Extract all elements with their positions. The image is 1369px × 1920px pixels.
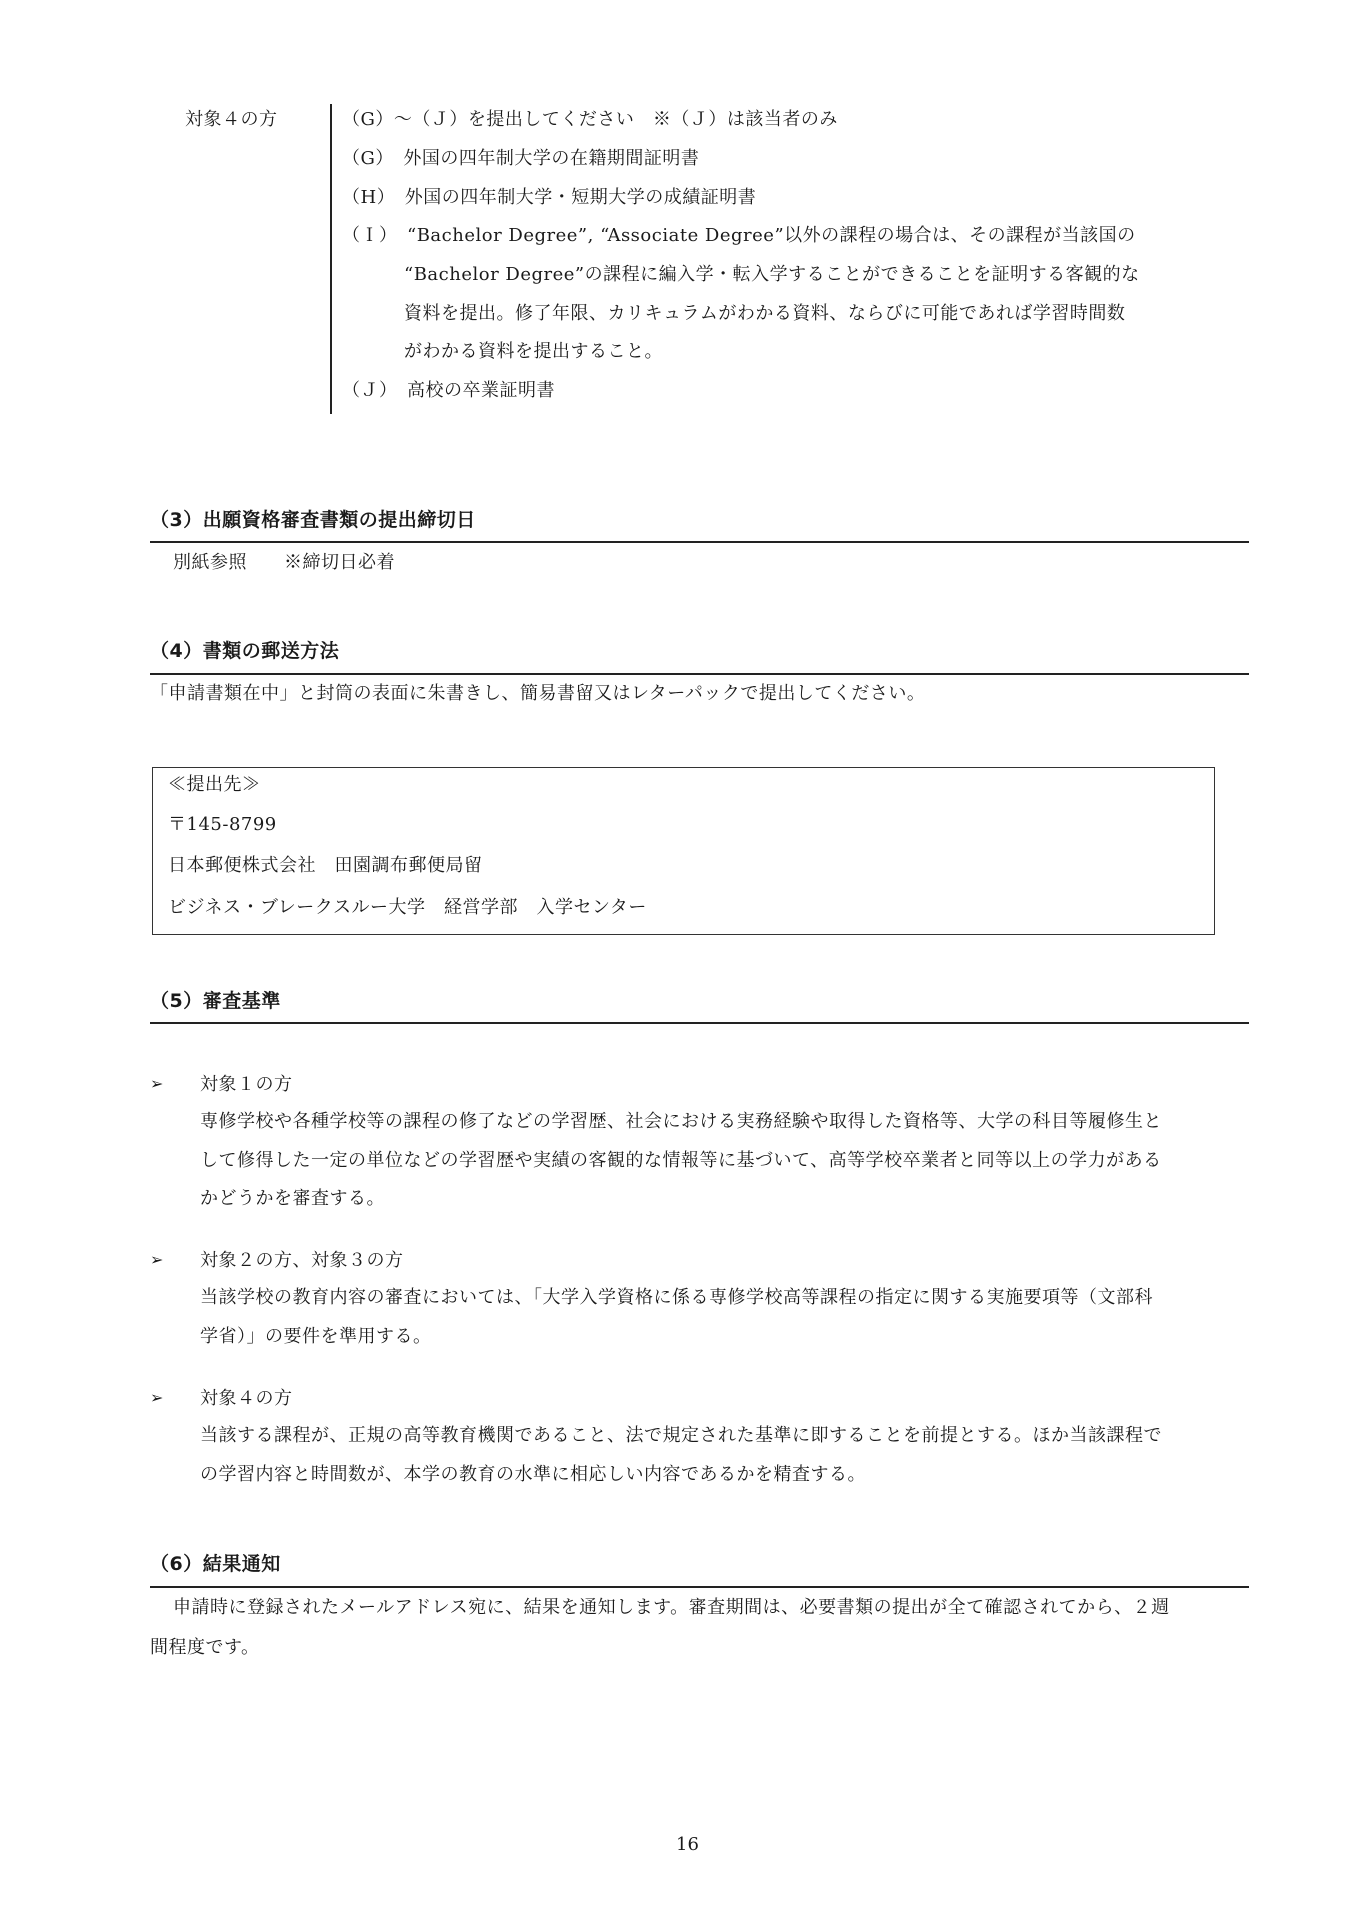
target4-line-2: （H） 外国の四年制大学・短期大学の成績証明書 [342,187,757,208]
section6-rule [150,1586,1249,1588]
bullet-icon: ➢ [150,1074,164,1093]
bullet-icon: ➢ [150,1388,164,1407]
criteria-3-line-0: 当該する課程が、正規の高等教育機関であること、法で規定された基準に即することを前提とする。ほか当該課程で [200,1425,1162,1446]
target4-line-4: “Bachelor Degree”の課程に編入学・転入学することができることを証明する客観的な [404,264,1140,285]
target4-line-6: がわかる資料を提出すること。 [404,341,663,362]
target4-label: 対象４の方 [185,109,278,130]
section5-rule [150,1022,1249,1024]
criteria-2-label: 対象２の方、対象３の方 [200,1250,404,1271]
section6-line-0: 申請時に登録されたメールアドレス宛に、結果を通知します。審査期間は、必要書類の提出が全て確認されてから、２週 [173,1597,1170,1618]
criteria-2-line-0: 当該学校の教育内容の審査においては、「大学入学資格に係る専修学校高等課程の指定に関する実施要項等（文部科 [200,1287,1153,1308]
address-line1: 日本郵便株式会社 田園調布郵便局留 [168,855,483,876]
address-postal: 〒145-8799 [168,814,277,835]
criteria-3-line-1: の学習内容と時間数が、本学の教育の水準に相応しい内容であるかを精査する。 [200,1464,866,1485]
target4-line-5: 資料を提出。修了年限、カリキュラムがわかる資料、ならびに可能であれば学習時間数 [404,303,1126,324]
section4-title: （4）書類の郵送方法 [150,640,340,662]
target4-line-0: （G）〜（Ｊ）を提出してください ※（Ｊ）は該当者のみ [342,109,838,130]
section4-rule [150,673,1249,675]
page-number: 16 [676,1834,699,1855]
section3-title: （3）出願資格審査書類の提出締切日 [150,509,476,531]
criteria-2-line-1: 学省）」の要件を準用する。 [200,1326,432,1347]
criteria-3-label: 対象４の方 [200,1388,293,1409]
section5-title: （5）審査基準 [150,990,281,1012]
section6-title: （6）結果通知 [150,1553,281,1575]
bullet-icon: ➢ [150,1250,164,1269]
target4-divider [330,104,332,414]
address-line2: ビジネス・ブレークスルー大学 経営学部 入学センター [168,897,647,918]
criteria-1-line-1: して修得した一定の単位などの学習歴や実績の客観的な情報等に基づいて、高等学校卒業者と同等以上の学力がある [200,1150,1162,1171]
address-heading: ≪提出先≫ [168,774,261,795]
section6-line-1: 間程度です。 [150,1637,260,1658]
criteria-1-label: 対象１の方 [200,1074,293,1095]
section3-body: 別紙参照 ※締切日必着 [173,552,395,573]
target4-line-7: （Ｊ） 高校の卒業証明書 [342,380,555,401]
section3-rule [150,541,1249,543]
criteria-1-line-2: かどうかを審査する。 [200,1188,385,1209]
criteria-1-line-0: 専修学校や各種学校等の課程の修了などの学習歴、社会における実務経験や取得した資格等、大学の科目等履修生と [200,1111,1162,1132]
target4-line-1: （G） 外国の四年制大学の在籍期間証明書 [342,148,700,169]
target4-line-3: （Ｉ） “Bachelor Degree”, “Associate Degree”以外の課程の場合は、その課程が当該国の [342,225,1136,246]
section4-body: 「申請書類在中」と封筒の表面に朱書きし、簡易書留又はレターパックで提出してください。 [150,683,926,704]
